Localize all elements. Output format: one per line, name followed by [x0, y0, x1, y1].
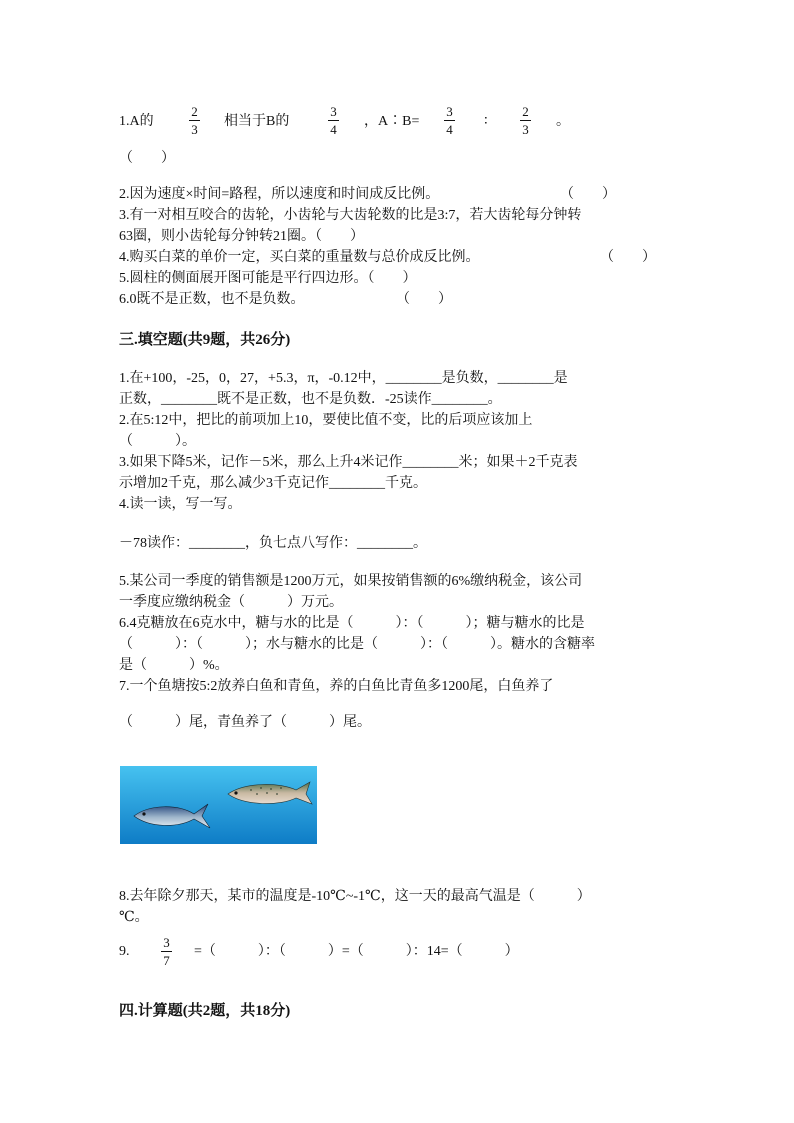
fraction-numerator: 3: [163, 935, 170, 950]
fill-q5-line2: 一季度应缴纳税金（ ）万元。: [119, 595, 343, 610]
fill-q4: 4.读一读，写一写。: [119, 497, 242, 512]
q1-answer-paren: （ ）: [119, 151, 175, 166]
fill-q9-number: 9.: [119, 944, 130, 959]
fraction-denominator: 3: [191, 122, 198, 137]
judge-q6: 6.0既不是正数，也不是负数。: [119, 292, 305, 307]
judge-q5: 5.圆柱的侧面展开图可能是平行四边形。（ ）: [119, 271, 417, 286]
judge-q4-paren: （ ）: [600, 250, 656, 265]
judge-q6-paren: （ ）: [396, 292, 452, 307]
judge-q2: 2.因为速度×时间=路程，所以速度和时间成反比例。: [119, 187, 440, 202]
q1-number-text: 1.A的: [119, 114, 154, 129]
judge-q3-line2: 63圈，则小齿轮每分钟转21圈。（ ）: [119, 229, 364, 244]
q1-ratio-label: ，A∶B=: [364, 114, 420, 129]
fraction-denominator: 4: [330, 122, 337, 137]
fraction-2-3-b: [520, 104, 531, 137]
fill-q2-line2: （ ）。: [119, 434, 196, 449]
judge-q3-line1: 3.有一对相互咬合的齿轮，小齿轮与大齿轮数的比是3:7，若大齿轮每分钟转: [119, 208, 582, 223]
section4-title: 四.计算题(共2题，共18分): [119, 1003, 291, 1019]
water-background: [120, 766, 317, 844]
fraction-numerator: 3: [446, 104, 453, 119]
fraction-bar: [520, 120, 531, 121]
fill-q6-line2: （ ）：（ ）；水与糖水的比是（ ）：（ ）。糖水的含糖率: [119, 637, 595, 652]
fraction-denominator: 4: [446, 122, 453, 137]
fraction-3-7: [161, 935, 172, 968]
fraction-numerator: 3: [330, 104, 337, 119]
fill-q1-line1: 1.在+100，-25，0，27，+5.3，π，-0.12中，________是负数，________是: [119, 371, 568, 386]
fill-q9-rest: =（ ）：（ ）=（ ）：14=（ ）: [194, 944, 519, 959]
fish-illustration: [120, 766, 317, 844]
q1-colon: ∶: [484, 114, 488, 129]
fill-q5-line1: 5.某公司一季度的销售额是1200万元，如果按销售额的6%缴纳税金，该公司: [119, 574, 583, 589]
judge-q2-paren: （ ）: [560, 187, 616, 202]
fraction-bar: [328, 120, 339, 121]
fill-q7-line2: （ ）尾，青鱼养了（ ）尾。: [119, 715, 371, 730]
fill-q8-line1: 8.去年除夕那天，某市的温度是-10℃~-1℃，这一天的最高气温是（ ）: [119, 889, 591, 904]
fraction-bar: [161, 951, 172, 952]
fraction-numerator: 2: [191, 104, 198, 119]
fill-q2-line1: 2.在5:12中，把比的前项加上10，要使比值不变，比的后项应该加上: [119, 413, 533, 428]
fill-q6-line3: 是（ ）%。: [119, 658, 229, 673]
fill-q7-line1: 7.一个鱼塘按5:2放养白鱼和青鱼，养的白鱼比青鱼多1200尾，白鱼养了: [119, 679, 554, 694]
q1-mid-text: 相当于B的: [224, 114, 290, 129]
judge-q4: 4.购买白菜的单价一定，买白菜的重量数与总价成反比例。: [119, 250, 480, 265]
fraction-denominator: 3: [522, 122, 529, 137]
fraction-bar: [189, 120, 200, 121]
q1-end: 。: [556, 114, 570, 129]
section3-title: 三.填空题(共9题，共26分): [119, 332, 291, 348]
fish-pond-image: [120, 766, 317, 844]
fraction-bar: [444, 120, 455, 121]
fill-q1-line2: 正数，________既不是正数，也不是负数．-25读作________。: [119, 392, 502, 407]
fill-q6-line1: 6.4克糖放在6克水中，糖与水的比是（ ）：（ ）；糖与糖水的比是: [119, 616, 585, 631]
fraction-3-4-b: [444, 104, 455, 137]
fill-q8-line2: ℃。: [119, 910, 149, 925]
fraction-denominator: 7: [163, 953, 170, 968]
fill-q3-line2: 示增加2千克，那么减少3千克记作________千克。: [119, 476, 427, 491]
fill-q3-line1: 3.如果下降5米，记作－5米，那么上升4米记作________米；如果＋2千克表: [119, 455, 578, 470]
fill-q4-line: －78读作：________，负七点八写作：________。: [119, 536, 427, 551]
fraction-2-3: [189, 104, 200, 137]
fraction-numerator: 2: [522, 104, 529, 119]
fraction-3-4: [328, 104, 339, 137]
